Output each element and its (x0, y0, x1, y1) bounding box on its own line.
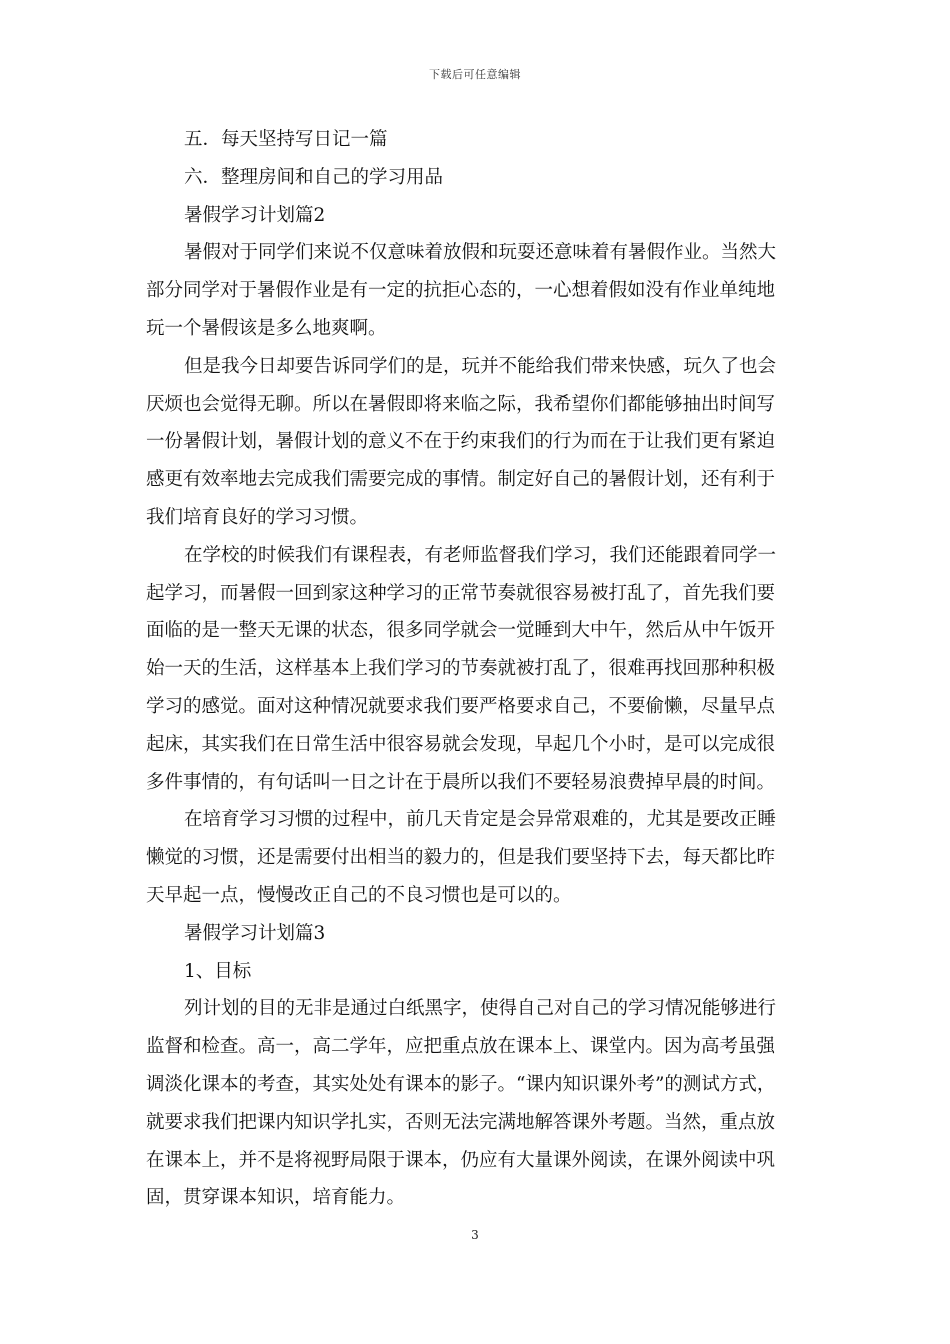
text-line: 部分同学对于暑假作业是有一定的抗拒心态的，一心想着假如没有作业单纯地 (146, 280, 776, 302)
text-line: 在培育学习习惯的过程中，前几天肯定是会异常艰难的，尤其是要改正睡 (184, 809, 777, 831)
text-line: 在学校的时候我们有课程表，有老师监督我们学习，我们还能跟着同学一 (184, 544, 777, 566)
text-line: 但是我今日却要告诉同学们的是，玩并不能给我们带来快感，玩久了也会 (184, 355, 777, 377)
text-line: 就要求我们把课内知识学扎实，否则无法完满地解答课外考题。当然，重点放 (146, 1111, 776, 1133)
text-line: 厌烦也会觉得无聊。所以在暑假即将来临之际，我希望你们都能够抽出时间写 (146, 393, 776, 415)
text-line: 起床，其实我们在日常生活中很容易就会发现，早起几个小时，是可以完成很 (146, 733, 776, 755)
text-line: 面临的是一整天无课的状态，很多同学就会一觉睡到大中午，然后从中午饭开 (146, 620, 776, 642)
text-line: 固，贯穿课本知识，培育能力。 (146, 1187, 406, 1209)
text-line: 调淡化课本的考查，其实处处有课本的影子。“课内知识课外考”的测试方式， (146, 1073, 776, 1095)
text-line: 懒觉的习惯，还是需要付出相当的毅力的，但是我们要坚持下去，每天都比昨 (146, 847, 776, 869)
text-line: 暑假学习计划篇3 (184, 922, 326, 944)
text-line: 始一天的生活，这样基本上我们学习的节奏就被打乱了，很难再找回那种积极 (146, 658, 776, 680)
page-header: 下载后可任意编辑 (429, 68, 521, 81)
text-line: 我们培育良好的学习习惯。 (146, 506, 369, 528)
text-line: 玩一个暑假该是多么地爽啊。 (146, 317, 387, 339)
page-number: 3 (471, 1228, 479, 1242)
text-line: 多件事情的，有句话叫一日之计在于晨所以我们不要轻易浪费掉早晨的时间。 (146, 771, 776, 793)
text-line: 监督和检查。高一，高二学年，应把重点放在课本上、课堂内。因为高考虽强 (146, 1036, 776, 1058)
text-line: 暑假对于同学们来说不仅意味着放假和玩耍还意味着有暑假作业。当然大 (184, 242, 777, 264)
text-line: 六．整理房间和自己的学习用品 (184, 166, 444, 188)
text-line: 一份暑假计划，暑假计划的意义不在于约束我们的行为而在于让我们更有紧迫 (146, 431, 776, 453)
document-body (146, 121, 808, 1217)
text-line: 五．每天坚持写日记一篇 (184, 129, 388, 150)
text-line: 天早起一点，慢慢改正自己的不良习惯也是可以的。 (146, 884, 572, 906)
text-line: 感更有效率地去完成我们需要完成的事情。制定好自己的暑假计划，还有利于 (146, 469, 776, 491)
text-line: 暑假学习计划篇2 (184, 204, 326, 226)
text-line: 在课本上，并不是将视野局限于课本，仍应有大量课外阅读，在课外阅读中巩 (146, 1149, 776, 1171)
text-line: 起学习，而暑假一回到家这种学习的正常节奏就很容易被打乱了，首先我们要 (146, 582, 776, 604)
text-line: 1、目标 (184, 960, 252, 982)
text-line: 列计划的目的无非是通过白纸黑字，使得自己对自己的学习情况能够进行 (184, 998, 777, 1020)
text-line: 学习的感觉。面对这种情况就要求我们要严格要求自己，不要偷懒，尽量早点 (146, 695, 776, 717)
